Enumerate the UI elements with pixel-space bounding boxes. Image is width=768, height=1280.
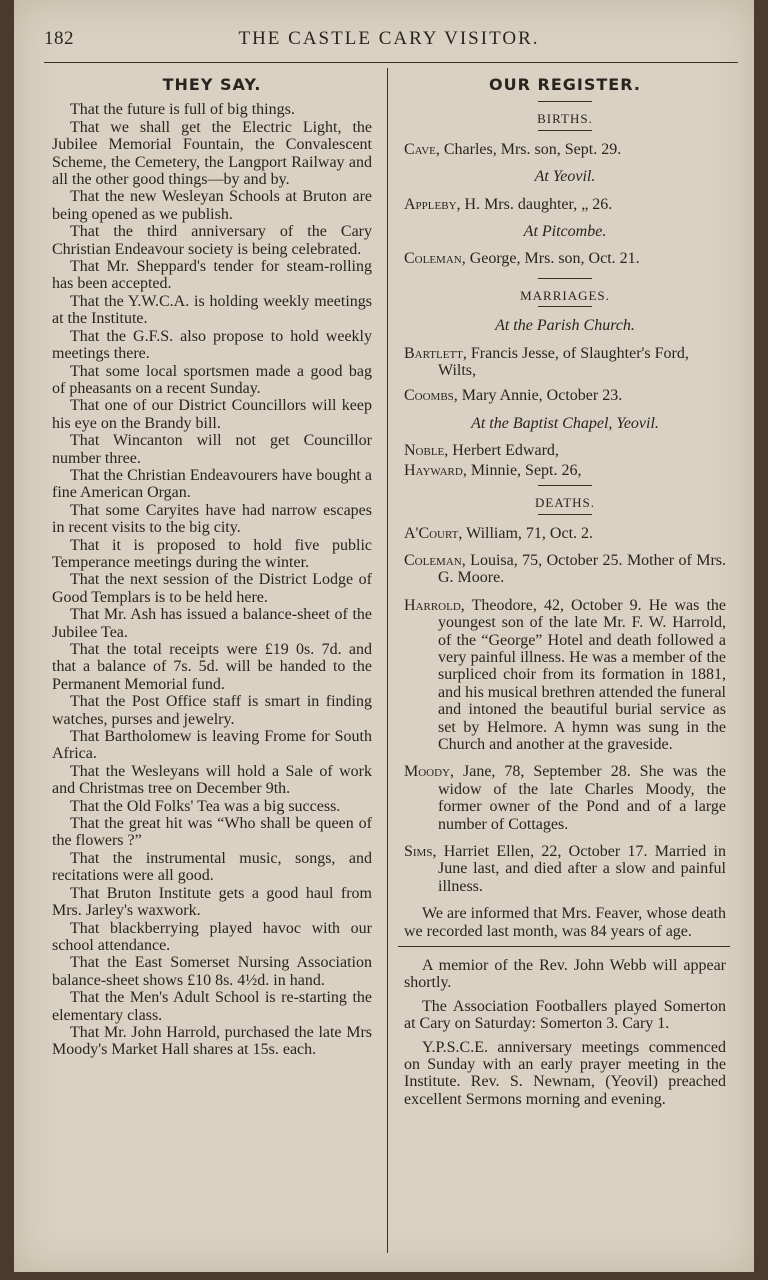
entry-text: Harriet Ellen, 22, October 17. Married in June last, and died after a slow and painful illness. — [438, 843, 727, 895]
they-say-item: That Wincanton will not get Councillor number three. — [52, 432, 372, 467]
page-header — [44, 28, 734, 58]
death-entry — [404, 525, 726, 542]
marriage-entry — [404, 345, 726, 380]
entry-name: Coleman, — [404, 551, 466, 569]
they-say-item: That the future is full of big things. — [70, 101, 295, 119]
entry-text: William, 71, Oct. 2. — [466, 524, 594, 542]
they-say-item: That the Men's Adult School is re-starting the elementary class. — [52, 989, 372, 1024]
death-entry — [404, 763, 726, 833]
they-say-item: That the Y.W.C.A. is holding weekly meetings at the Institute. — [52, 292, 372, 328]
entry-name: Bartlett, — [404, 344, 467, 362]
entry-name: Appleby, — [404, 195, 461, 213]
entry-text: Louisa, 75, October 25. Mother of Mrs. G. Moore. — [438, 551, 727, 587]
they-say-item: That blackberrying played havoc with our school attendance. — [52, 919, 372, 954]
births-heading: BIRTHS. — [537, 111, 593, 127]
entry-name: Coleman, — [404, 250, 466, 268]
entry-name: Hayward, — [404, 461, 467, 479]
entry-name: Cave, — [404, 140, 440, 158]
they-say-item: That the Post Office staff is smart in finding watches, purses and jewelry. — [52, 693, 372, 728]
they-say-item: That the new Wesleyan Schools at Bruton are being opened as we publish. — [52, 188, 372, 223]
entry-text: Minnie, Sept. 26, — [470, 461, 582, 479]
local-note: A memior of the Rev. John Webb will appear shortly. — [404, 957, 726, 992]
they-say-item: That the Wesleyans will hold a Sale of work and Christmas tree on December 9th. — [52, 762, 372, 798]
they-say-item: That Bruton Institute gets a good haul from Mrs. Jarley's waxwork. — [52, 884, 372, 920]
page — [14, 0, 754, 1272]
heading-rule — [538, 101, 592, 102]
they-say-item: That one of our District Councillors will keep his eye on the Brandy bill. — [52, 397, 372, 432]
they-say-item: That Mr. John Harrold, purchased the late Mrs Moody's Market Hall shares at 15s. each. — [52, 1023, 372, 1059]
they-say-column — [52, 72, 372, 1059]
they-say-item: That we shall get the Electric Light, the Jubilee Memorial Fountain, the Convalescent Scheme, the Cemetery, the Langport Railway and all the other good things—by and by. — [52, 118, 372, 189]
entry-text: George, Mrs. son, Oct. 21. — [469, 250, 640, 268]
entry-text: Jane, 78, September 28. She was the widow of the late Charles Moody, the former owner of the Pond and of a large number of Cottages. — [438, 763, 727, 833]
marriage-entry — [404, 387, 726, 404]
place-heading: At the Parish Church. — [495, 317, 635, 335]
register-heading: OUR REGISTER. — [489, 75, 641, 94]
they-say-item: That the Christian Endeavourers have bought a fine American Organ. — [52, 466, 372, 502]
entry-name: Sims, — [404, 843, 437, 860]
marriage-entry — [404, 462, 726, 479]
they-say-item: That the instrumental music, songs, and recitations were all good. — [52, 849, 372, 885]
they-say-item: That some local sportsmen made a good bag of pheasants on a recent Sunday. — [52, 362, 372, 397]
place-heading: At Pitcombe. — [523, 223, 607, 241]
they-say-item: That the G.F.S. also propose to hold weekly meetings there. — [52, 327, 372, 363]
section-rule — [538, 306, 592, 307]
entry-text: Mary Annie, October 23. — [461, 387, 623, 405]
section-rule — [538, 485, 592, 486]
birth-entry — [404, 250, 726, 267]
entry-name: Moody, — [404, 763, 455, 781]
local-note: Y.P.S.C.E. anniversary meetings commenced on Sunday with an early prayer meeting in the Institute. Rev. S. Newnam, (Yeovil) preached excellent Sermons morning and evening. — [404, 1038, 726, 1108]
birth-entry — [404, 141, 726, 158]
entry-name: Harrold, — [404, 596, 465, 614]
they-say-item: That Bartholomew is leaving Frome for South Africa. — [52, 728, 372, 763]
they-say-item: That the next session of the District Lodge of Good Templars is to be held here. — [52, 571, 372, 606]
entry-name: Noble, — [404, 442, 449, 460]
they-say-item: That the great hit was “Who shall be queen of the flowers ?” — [52, 815, 372, 850]
they-say-item: That the Old Folks' Tea was a big success. — [70, 797, 341, 815]
they-say-item: That the total receipts were £19 0s. 7d. and that a balance of 7s. 5d. will be handed to the Permanent Memorial fund. — [52, 641, 372, 693]
birth-entry — [404, 196, 726, 213]
they-say-item: That Mr. Ash has issued a balance-sheet of the Jubilee Tea. — [52, 606, 372, 641]
entry-text: Theodore, 42, October 9. He was the youngest son of the late Mr. F. W. Harrold, of the “George” Hotel and death followed a very painful illness. He was a member of the surpliced choir from its formation in 1881, and his musical brethren attended the funeral and intoned the beautiful burial service as set by Helmore. A hymn was sung in the Church and another at the graveside. — [438, 596, 726, 753]
local-note: The Association Footballers played Somerton at Cary on Saturday: Somerton 3. Cary 1. — [404, 997, 726, 1033]
place-heading: At the Baptist Chapel, Yeovil. — [471, 414, 659, 432]
entry-name: A'Court, — [404, 524, 463, 542]
page-number: 182 — [44, 28, 74, 49]
death-entry — [404, 597, 726, 754]
marriage-entry — [404, 442, 726, 459]
notes-rule — [398, 946, 730, 947]
they-say-item: That it is proposed to hold five public Temperance meetings during the winter. — [52, 536, 372, 571]
register-column — [404, 72, 726, 1114]
they-say-item: That some Caryites have had narrow escapes in recent visits to the big city. — [52, 501, 372, 537]
feaver-note: We are informed that Mrs. Feaver, whose death we recorded last month, was 84 years of age. — [404, 905, 726, 940]
entry-text: Francis Jesse, of Slaughter's Ford, Wilts, — [438, 344, 689, 380]
marriages-heading: MARRIAGES. — [520, 287, 610, 303]
header-rule — [44, 62, 738, 63]
they-say-heading: THEY SAY. — [162, 75, 262, 94]
place-heading: At Yeovil. — [534, 168, 596, 186]
entry-text: H. Mrs. daughter, „ 26. — [464, 195, 613, 213]
deaths-heading: DEATHS. — [534, 495, 596, 511]
section-rule — [538, 278, 592, 279]
they-say-item: That the East Somerset Nursing Association balance-sheet shows £10 8s. 4½d. in hand. — [52, 954, 372, 989]
section-rule — [538, 514, 592, 515]
section-rule — [538, 130, 592, 131]
entry-text: Charles, Mrs. son, Sept. 29. — [443, 140, 622, 158]
entry-text: Herbert Edward, — [452, 442, 559, 460]
entry-name: Coombs, — [404, 387, 458, 405]
death-entry — [404, 552, 726, 587]
page-title: THE CASTLE CARY VISITOR. — [238, 28, 540, 49]
death-entry — [404, 843, 726, 895]
they-say-item: That the third anniversary of the Cary Christian Endeavour society is being celebrated. — [52, 223, 372, 258]
column-divider — [387, 68, 388, 1253]
they-say-item: That Mr. Sheppard's tender for steam-rolling has been accepted. — [52, 258, 372, 293]
